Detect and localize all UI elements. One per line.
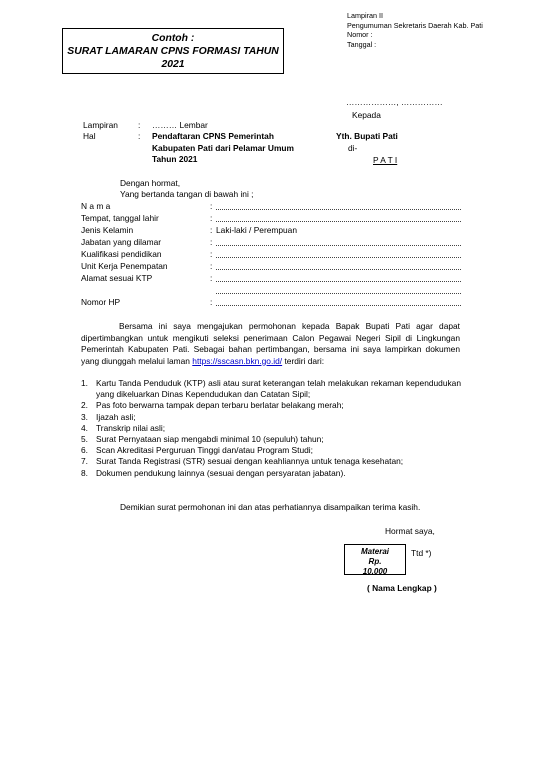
- recipient-name: Yth. Bupati Pati: [336, 131, 398, 141]
- field-name-sep: :: [210, 201, 213, 211]
- header-number-label: Nomor :: [347, 30, 373, 39]
- meta-attachment-label: Lampiran: [83, 120, 118, 130]
- field-gender-label: Jenis Kelamin: [81, 225, 134, 235]
- field-unit: [81, 261, 461, 272]
- field-education: [81, 249, 461, 260]
- meta-subject: [152, 131, 294, 166]
- recipient-at: di-: [348, 143, 358, 153]
- field-unit-sep: :: [210, 261, 213, 271]
- meta-subject-line1: Pendaftaran CPNS Pemerintah: [152, 131, 274, 141]
- field-phone: [81, 297, 461, 308]
- body-paragraph: [81, 321, 460, 367]
- list-item-text: Transkrip nilai asli;: [96, 422, 166, 433]
- field-name-fill[interactable]: [216, 209, 461, 210]
- meta-attachment-sep: :: [138, 120, 141, 130]
- field-unit-fill[interactable]: [216, 269, 461, 270]
- field-unit-label: Unit Kerja Penempatan: [81, 261, 168, 271]
- header-block: [347, 11, 547, 49]
- list-item-number: 1.: [81, 378, 88, 388]
- example-title-line: SURAT LAMARAN CPNS FORMASI TAHUN: [67, 46, 279, 57]
- example-label: Contoh :: [151, 33, 195, 44]
- body-text-after-link: terdiri dari:: [282, 355, 325, 366]
- field-position-fill[interactable]: [216, 245, 461, 246]
- field-name-label: N a m a: [81, 201, 111, 211]
- header-announcement: Pengumuman Sekretaris Daerah Kab. Pati: [347, 20, 483, 30]
- stamp-line1: Materai: [360, 547, 389, 556]
- header-date-label: Tanggal :: [347, 39, 377, 49]
- field-name: [81, 201, 461, 212]
- field-address-label: Alamat sesuai KTP: [81, 273, 153, 283]
- list-item: [81, 434, 461, 445]
- body-text-before-link: Bersama ini saya mengajukan permohonan kepada Bapak Bupati Pati agar dapat dipertimbangkan untuk mengikuti seleksi penerimaan Calon Pegawai Negeri Sipil di Lingkungan Pemerintah Kabupaten Pati. Sebagai bahan pertimbangan, bersama ini saya lampirkan dokumen yang diunggah melalui laman: [81, 321, 460, 366]
- regards: Hormat saya,: [385, 526, 435, 536]
- field-address-sep: :: [210, 273, 213, 283]
- closing-statement: Demikian surat permohonan ini dan atas perhatiannya disampaikan terima kasih.: [120, 502, 421, 512]
- list-item-text: Surat Tanda Registrasi (STR) sesuai dengan keahliannya untuk tenaga kesehatan;: [96, 456, 404, 467]
- recipient-to-label: Kepada: [352, 110, 381, 120]
- signature-full-name: ( Nama Lengkap ): [367, 583, 437, 593]
- list-item-number: 4.: [81, 422, 88, 433]
- field-address-continued: [81, 285, 461, 296]
- meta-subject-line3: Tahun 2021: [152, 154, 198, 164]
- field-gender-value[interactable]: Laki-laki / Perempuan: [216, 225, 297, 235]
- list-item-number: 6.: [81, 445, 88, 456]
- field-birth-sep: :: [210, 213, 213, 223]
- field-phone-fill[interactable]: [216, 305, 461, 306]
- list-item-number: 5.: [81, 434, 88, 445]
- list-item-text: Surat Pernyataan siap mengabdi minimal 10 (sepuluh) tahun;: [96, 434, 324, 445]
- requirements-list: [81, 378, 461, 479]
- field-position-label: Jabatan yang dilamar: [81, 237, 162, 247]
- field-address-fill[interactable]: [216, 281, 461, 282]
- list-item-text: Dokumen pendukung lainnya (sesuai dengan persyaratan jabatan).: [96, 467, 346, 478]
- place-date: ………………, ……………: [346, 97, 443, 107]
- list-item-text: Kartu Tanda Penduduk (KTP) asli atau surat keterangan telah melakukan rekaman kependudukan yang dikeluarkan Dinas Kependudukan dan Catatan Sipil;: [96, 378, 461, 400]
- field-birth-fill[interactable]: [216, 221, 461, 222]
- signature-ttd: Ttd *): [411, 548, 432, 558]
- header-attachment-label: Lampiran II: [347, 11, 383, 20]
- list-item: [81, 378, 461, 400]
- field-birth: [81, 213, 461, 224]
- recipient-city: P A T I: [373, 155, 398, 165]
- intro-line: Yang bertanda tangan di bawah ini ;: [120, 189, 254, 199]
- stamp-line2: Rp.: [368, 557, 382, 566]
- meta-subject-line2: Kabupaten Pati dari Pelamar Umum: [152, 142, 294, 153]
- list-item: [81, 400, 461, 411]
- list-item-text: Ijazah asli;: [96, 411, 136, 422]
- field-education-label: Kualifikasi pendidikan: [81, 249, 162, 259]
- field-education-fill[interactable]: [216, 257, 461, 258]
- field-phone-label: Nomor HP: [81, 297, 121, 307]
- list-item-number: 7.: [81, 456, 88, 467]
- field-position: [81, 237, 461, 248]
- field-gender: [81, 225, 461, 236]
- field-address: [81, 273, 461, 284]
- field-position-sep: :: [210, 237, 213, 247]
- sscasn-link[interactable]: https://sscasn.bkn.go.id/: [192, 355, 283, 366]
- example-title-year: 2021: [161, 59, 185, 70]
- list-item: [81, 468, 461, 479]
- list-item-number: 3.: [81, 411, 88, 422]
- meta-attachment-value: ……… Lembar: [152, 120, 208, 130]
- field-phone-sep: :: [210, 297, 213, 307]
- list-item: [81, 456, 461, 467]
- list-item-number: 2.: [81, 400, 88, 411]
- list-item: [81, 445, 461, 456]
- stamp-box: [344, 544, 406, 575]
- list-item-text: Pas foto berwarna tampak depan terbaru berlatar belakang merah;: [96, 400, 344, 411]
- list-item: [81, 412, 461, 423]
- stamp-line3: 10.000: [362, 567, 388, 575]
- field-address-fill-2[interactable]: [216, 293, 461, 294]
- list-item-text: Scan Akreditasi Perguruan Tinggi dan/atau Program Studi;: [96, 445, 313, 456]
- field-birth-label: Tempat, tanggal lahir: [81, 213, 159, 223]
- meta-subject-sep: :: [138, 131, 141, 141]
- field-education-sep: :: [210, 249, 213, 259]
- example-title-box: [62, 28, 284, 74]
- field-gender-sep: :: [210, 225, 213, 235]
- meta-subject-label: Hal: [83, 131, 96, 141]
- greeting: Dengan hormat,: [120, 178, 181, 188]
- list-item-number: 8.: [81, 467, 88, 478]
- list-item: [81, 423, 461, 434]
